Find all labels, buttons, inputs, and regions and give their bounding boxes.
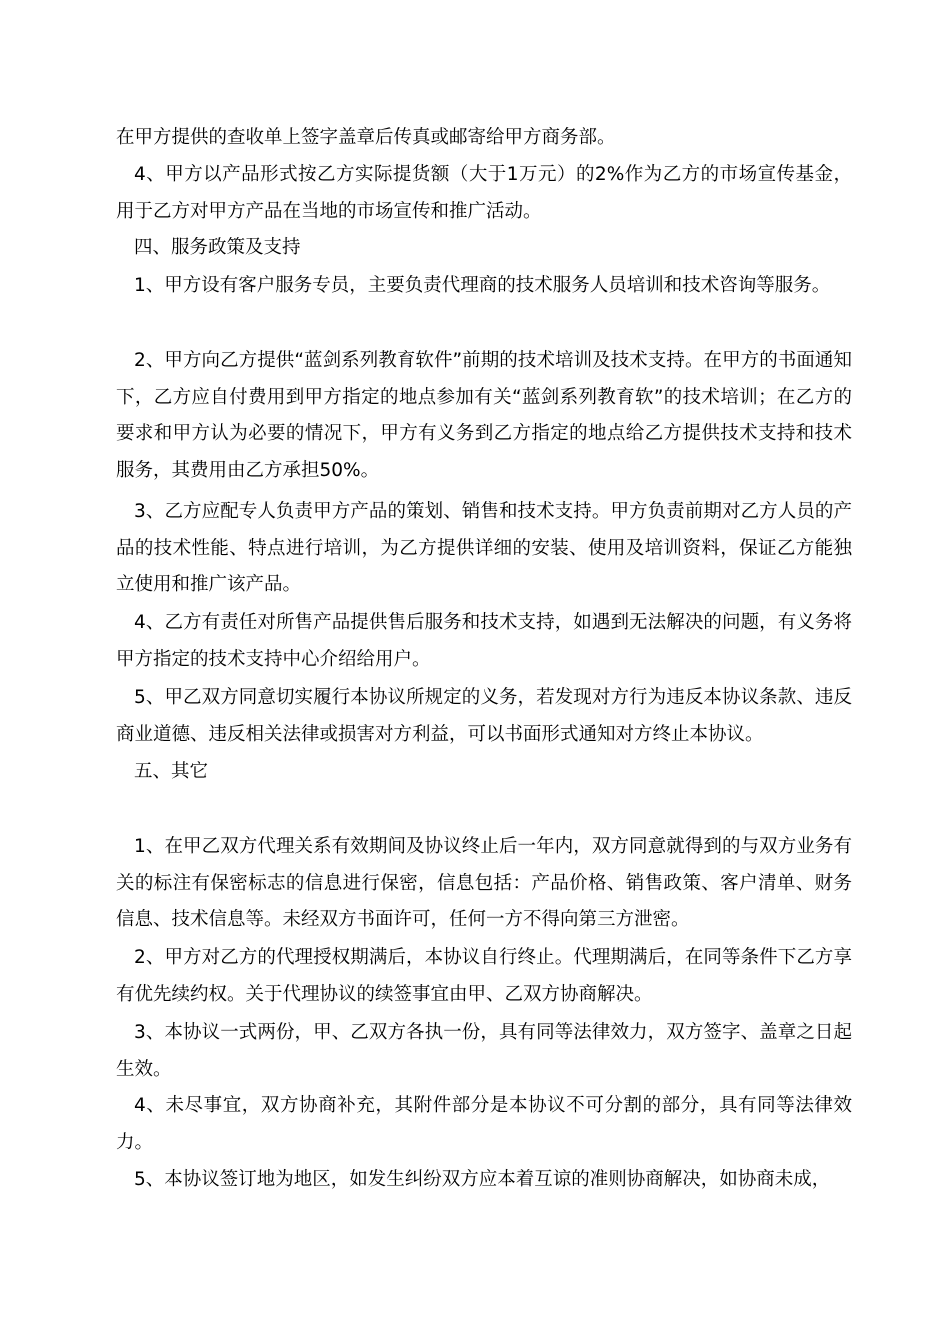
paragraph-marketing-fund: 4、甲方以产品形式按乙方实际提货额（大于1万元）的2%作为乙方的市场宣传基金，用于乙方对甲方产品在当地的市场宣传和推广活动。 (116, 164, 852, 222)
paragraph-service-5: 5、甲乙双方同意切实履行本协议所规定的义务，若发现对方行为违反本协议条款、违反商业道德、违反相关法律或损害对方利益，可以书面形式通知对方终止本协议。 (116, 687, 852, 745)
section-heading-service-policy: 四、服务政策及支持 (134, 237, 301, 258)
paragraph-other-1: 1、在甲乙双方代理关系有效期间及协议终止后一年内，双方同意就得到的与双方业务有关的标注有保密标志的信息进行保密，信息包括：产品价格、销售政策、客户清单、财务信息、技术信息等。未经双方书面许可，任何一方不得向第三方泄密。 (116, 836, 852, 930)
paragraph-service-3: 3、乙方应配专人负责甲方产品的策划、销售和技术支持。甲方负责前期对乙方人员的产品的技术性能、特点进行培训，为乙方提供详细的安装、使用及培训资料，保证乙方能独立使用和推广该产品。 (116, 501, 852, 595)
section-heading-other: 五、其它 (134, 761, 209, 782)
paragraph-service-1: 1、甲方设有客户服务专员，主要负责代理商的技术服务人员培训和技术咨询等服务。 (134, 275, 831, 296)
paragraph-other-4: 4、未尽事宜，双方协商补充，其附件部分是本协议不可分割的部分，具有同等法律效力。 (116, 1095, 852, 1153)
paragraph-continuation: 在甲方提供的查收单上签字盖章后传真或邮寄给甲方商务部。 (116, 127, 616, 148)
paragraph-other-2: 2、甲方对乙方的代理授权期满后，本协议自行终止。代理期满后，在同等条件下乙方享有优先续约权。关于代理协议的续签事宜由甲、乙双方协商解决。 (116, 947, 852, 1005)
paragraph-service-4: 4、乙方有责任对所售产品提供售后服务和技术支持，如遇到无法解决的问题，有义务将甲方指定的技术支持中心介绍给用户。 (116, 612, 852, 670)
paragraph-other-3: 3、本协议一式两份，甲、乙双方各执一份，具有同等法律效力，双方签字、盖章之日起生效。 (116, 1022, 852, 1080)
paragraph-service-2: 2、甲方向乙方提供“蓝剑系列教育软件”前期的技术培训及技术支持。在甲方的书面通知下，乙方应自付费用到甲方指定的地点参加有关“蓝剑系列教育软”的技术培训；在乙方的要求和甲方认为必要的情况下，甲方有义务到乙方指定的地点给乙方提供技术支持和技术服务，其费用由乙方承担50%。 (116, 350, 852, 481)
paragraph-other-5: 5、本协议签订地为地区，如发生纠纷双方应本着互谅的准则协商解决，如协商未成， (134, 1169, 831, 1190)
